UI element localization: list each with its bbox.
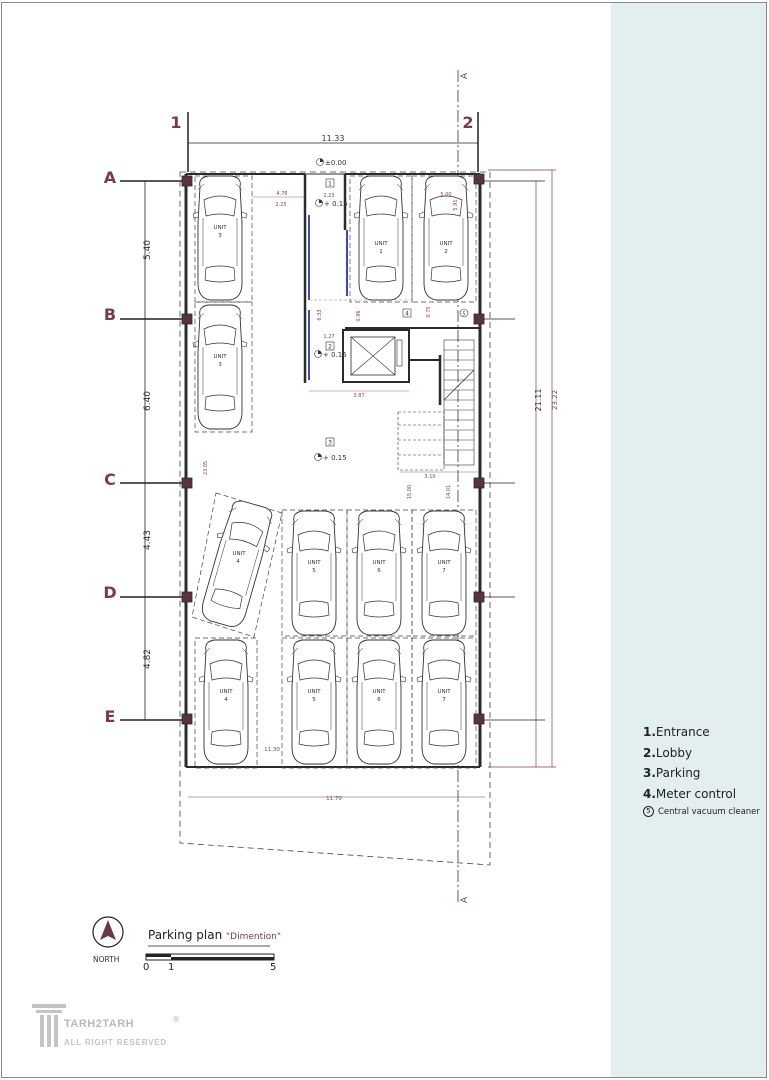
level-parking: + 0.15 [323,454,347,462]
car-parking-unit-3a [193,176,247,300]
scale-label-5: 5 [270,962,277,973]
section-label-top: A [460,72,470,80]
level-lobby-1: + 0.15 [324,200,348,208]
car-parking-unit-3b [193,305,247,429]
dim-small: 4.76 [276,191,288,197]
scale-bar [146,946,274,960]
car-unit-number: 6 [377,568,381,574]
plan-title [148,928,281,942]
legend-item-meter-control [643,784,760,805]
car-unit-label: UNIT [307,689,321,695]
car-parking-unit-4b [199,640,253,764]
dim-small: 6.33 [317,309,323,321]
car-unit-number: 6 [377,697,381,703]
logo-subtext: ALL RIGHT RESERVED [64,1038,168,1047]
car-unit-label: UNIT [219,689,233,695]
car-unit-number: 2 [444,249,448,255]
room-tag-lobby: 2 [328,343,332,351]
axis-label-a: A [103,168,117,187]
legend [643,722,760,817]
legend-item-lobby [643,743,760,764]
legend-label: Meter control [655,786,737,801]
legend-number: 4. [643,786,656,801]
legend-item-parking [643,763,760,784]
dim-small: 5.00 [440,192,452,198]
car-unit-number: 3 [218,362,222,368]
dim-bottom-outer: 11.70 [326,796,342,802]
car-parking-unit-1 [354,176,408,300]
level-lobby-2: + 0.15 [323,351,347,359]
car-unit-number: 4 [224,697,228,703]
dim-small: 3.10 [424,474,436,480]
scale-label-1: 1 [168,962,175,973]
axis-label-c: C [104,470,116,489]
car-unit-number: 5 [312,568,316,574]
dim-small: 5.91 [453,199,459,211]
car-unit-number: 7 [442,697,446,703]
car-unit-number: 4 [236,559,240,565]
car-parking-unit-5a [287,511,341,635]
room-tag-entrance: 1 [328,180,332,188]
car-unit-label: UNIT [372,689,386,695]
car-unit-number: 3 [218,233,222,239]
legend-label: Entrance [655,725,710,739]
car-unit-label: UNIT [439,241,453,247]
dim-span-cd: 4.43 [143,529,153,551]
car-unit-label: UNIT [213,354,227,360]
logo-text: TARH2TARH [64,1018,135,1030]
legend-number: 1. [643,725,656,739]
dim-small: 2.25 [275,202,287,208]
plan-title-sub: "Dimention" [226,932,282,942]
car-unit-number: 5 [312,697,316,703]
legend-label: Parking [655,766,701,780]
dim-small: 0.75 [426,306,432,318]
axis-label-1: 1 [170,113,182,132]
dim-small: 23.05 [203,460,209,476]
car-parking-unit-6b [352,640,406,764]
dim-span-ab: 5.40 [143,239,153,261]
dim-right-inner: 21.11 [534,388,543,412]
car-unit-label: UNIT [213,225,227,231]
scale-label-0: 0 [143,962,150,973]
legend-label: Lobby [655,745,693,760]
legend-number: 3. [643,766,656,780]
dim-small: 15.00 [407,484,413,500]
dim-small: 1.23 [323,193,335,199]
plan-title-main: Parking plan [148,928,223,942]
section-label-bottom: A [460,896,470,904]
logo-registered: ® [172,1015,180,1024]
level-entrance: ±0.00 [325,159,347,167]
dim-bottom-inner: 11.30 [264,747,280,753]
dim-span-bc: 6.40 [143,390,153,412]
axis-label-d: D [103,583,117,602]
car-parking-unit-7b [417,640,471,764]
legend-note-number: 5 [643,806,654,817]
dim-small: 14.01 [446,484,452,500]
dim-span-de: 4.82 [143,648,153,670]
axis-label-2: 2 [462,113,474,132]
axis-label-e: E [104,707,116,726]
title-block [148,928,281,942]
car-unit-label: UNIT [374,241,388,247]
room-tag-vacuum: 5 [462,311,466,318]
car-unit-label: UNIT [307,560,321,566]
legend-item-entrance [643,722,760,743]
car-parking-unit-4a [194,497,280,631]
car-parking-unit-6a [352,511,406,635]
legend-note-label: Central vacuum cleaner [658,806,760,817]
legend-note-vacuum [643,806,760,817]
room-tag-meter: 4 [405,310,409,318]
north-label: NORTH [93,955,120,964]
room-tag-parking: 3 [328,439,332,447]
car-unit-label: UNIT [437,689,451,695]
dim-small: 3.87 [353,393,365,399]
car-unit-number: 1 [379,249,383,255]
car-unit-label: UNIT [437,560,451,566]
dim-small: 1.27 [323,334,335,340]
car-unit-number: 7 [442,568,446,574]
car-parking-unit-7a [417,511,471,635]
axis-label-b: B [103,305,117,324]
dim-top-width: 11.33 [321,134,345,143]
right-dimensions [488,170,556,767]
car-unit-label: UNIT [232,551,246,557]
car-parking-unit-5b [287,640,341,764]
dim-right-outer: 23.22 [551,389,559,411]
car-unit-label: UNIT [372,560,386,566]
north-arrow-icon [93,917,123,947]
legend-number: 2. [643,745,656,760]
dim-small: 0.96 [356,310,362,322]
